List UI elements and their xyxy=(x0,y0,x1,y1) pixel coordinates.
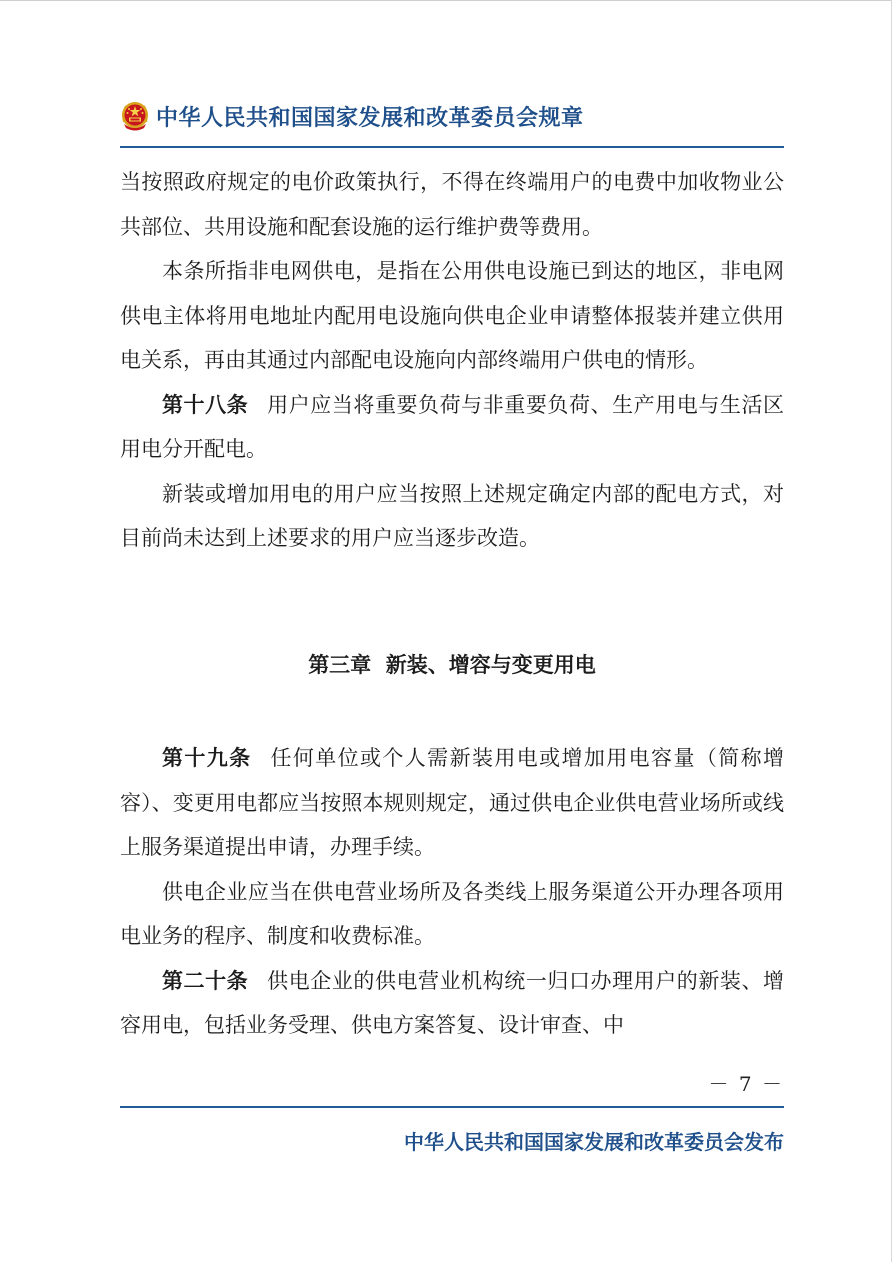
footer-publisher: 中华人民共和国国家发展和改革委员会发布 xyxy=(404,1130,784,1154)
article-20 xyxy=(120,959,784,1048)
footer-divider xyxy=(120,1106,784,1108)
article-19-text: 任何单位或个人需新装用电或增加用电容量（简称增容）、变更用电都应当按照本规则规定，通过供电企业供电营业场所或线上服务渠道提出申请，办理手续。 xyxy=(120,746,785,859)
article-19-label: 第十九条 xyxy=(162,746,252,770)
national-emblem-icon xyxy=(120,100,150,132)
chapter-title: 第三章 新装、增容与变更用电 xyxy=(308,653,596,677)
paragraph-continuation: 当按照政府规定的电价政策执行，不得在终端用户的电费中加收物业公共部位、共用设施和配套设施的运行维护费等费用。 xyxy=(120,170,784,239)
article-18-label: 第十八条 xyxy=(162,392,249,417)
page-top-border xyxy=(0,0,892,1)
header-divider xyxy=(120,146,784,148)
body-section-bottom xyxy=(120,736,784,1048)
header-title: 中华人民共和国国家发展和改革委员会规章 xyxy=(156,105,584,131)
paragraph-definition: 本条所指非电网供电，是指在公用供电设施已到达的地区，非电网供电主体将用电地址内配用电设施向供电企业申请整体报装并建立供用电关系，再由其通过内部配电设施向内部终端用户供电的情形。 xyxy=(120,259,784,372)
article-19 xyxy=(120,736,784,870)
paragraph-after-article-19: 供电企业应当在供电营业场所及各类线上服务渠道公开办理各项用电业务的程序、制度和收费标准。 xyxy=(120,879,784,948)
article-18 xyxy=(120,383,784,472)
paragraph-after-article-18: 新装或增加用电的用户应当按照上述规定确定内部的配电方式，对目前尚未达到上述要求的用户应当逐步改造。 xyxy=(120,481,784,550)
document-header xyxy=(120,96,784,136)
article-18-text: 用户应当将重要负荷与非重要负荷、生产用电与生活区用电分开配电。 xyxy=(120,392,785,461)
page-number: － 7 － xyxy=(708,1072,784,1096)
article-20-text: 供电企业的供电营业机构统一归口办理用户的新装、增容用电，包括业务受理、供电方案答复、设计审查、中 xyxy=(120,968,785,1037)
body-section-top xyxy=(120,160,784,561)
article-20-label: 第二十条 xyxy=(162,968,249,993)
